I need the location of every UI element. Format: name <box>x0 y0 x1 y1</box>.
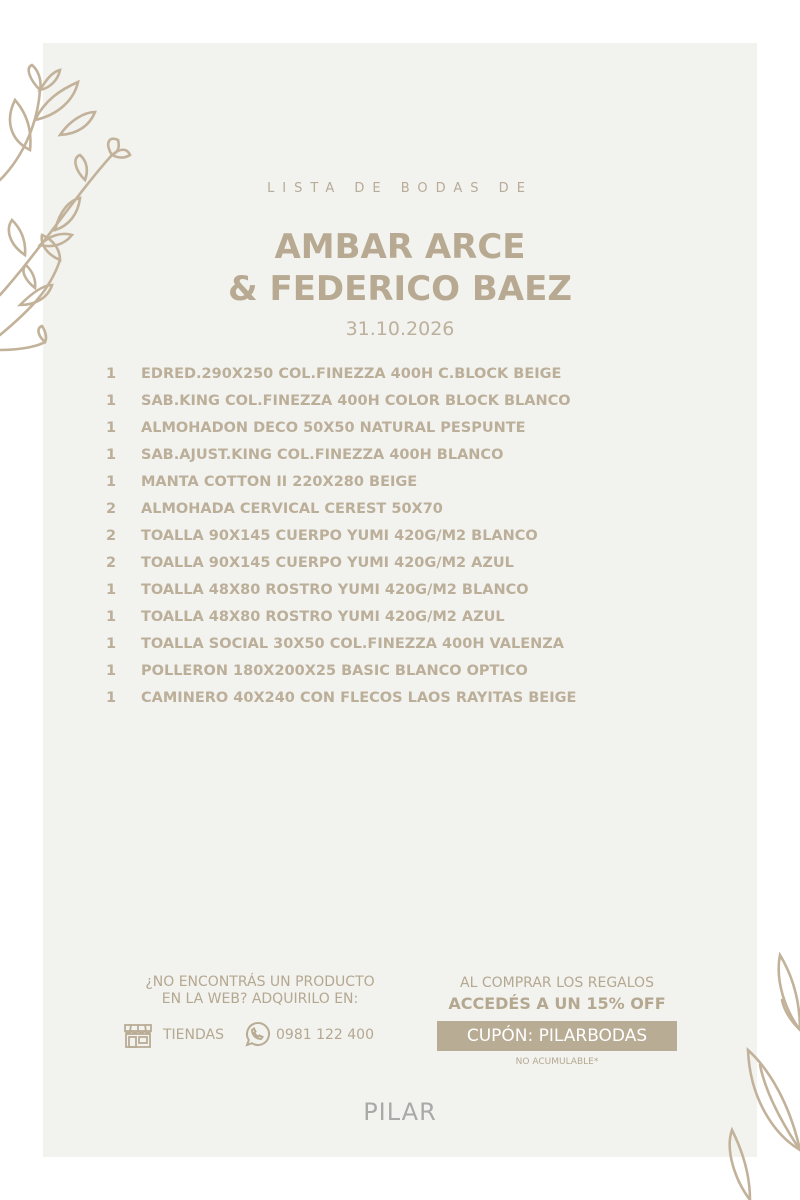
item-description: TOALLA 48X80 ROSTRO YUMI 420G/M2 BLANCO <box>141 582 529 598</box>
promo-block <box>437 974 677 1067</box>
list-item <box>106 687 706 714</box>
gift-list <box>106 363 706 714</box>
item-description: TOALLA 48X80 ROSTRO YUMI 420G/M2 AZUL <box>141 609 505 625</box>
whatsapp-icon <box>242 1021 270 1049</box>
coupon-badge: CUPÓN: PILARBODAS <box>437 1021 677 1051</box>
couple-name-line1: AMBAR ARCE <box>274 227 526 267</box>
promo-line2: ACCEDÉS A UN 15% OFF <box>448 994 666 1013</box>
list-item <box>106 579 706 606</box>
item-description: MANTA COTTON II 220X280 BEIGE <box>141 474 418 490</box>
item-quantity: 1 <box>106 474 117 490</box>
item-quantity: 1 <box>106 636 117 652</box>
list-item <box>106 552 706 579</box>
list-item <box>106 633 706 660</box>
list-item <box>106 525 706 552</box>
phone-link[interactable]: 0981 122 400 <box>276 1027 374 1043</box>
list-item <box>106 390 706 417</box>
list-item <box>106 471 706 498</box>
not-cumulative-note: NO ACUMULABLE* <box>515 1057 599 1067</box>
item-description: SAB.KING COL.FINEZZA 400H COLOR BLOCK BLANCO <box>141 393 571 409</box>
item-quantity: 2 <box>106 501 117 517</box>
item-quantity: 2 <box>106 555 117 571</box>
wedding-date: 31.10.2026 <box>345 318 455 340</box>
brand-logo: PILAR <box>363 1098 437 1126</box>
item-quantity: 1 <box>106 366 117 382</box>
item-description: ALMOHADON DECO 50X50 NATURAL PESPUNTE <box>141 420 526 436</box>
item-quantity: 2 <box>106 528 117 544</box>
list-item <box>106 444 706 471</box>
leaf-decoration-bottom-right-icon <box>720 950 800 1200</box>
item-description: TOALLA 90X145 CUERPO YUMI 420G/M2 BLANCO <box>141 528 538 544</box>
item-description: ALMOHADA CERVICAL CEREST 50X70 <box>141 501 443 517</box>
item-description: CAMINERO 40X240 CON FLECOS LAOS RAYITAS BEIGE <box>141 690 577 706</box>
item-description: EDRED.290X250 COL.FINEZZA 400H C.BLOCK BEIGE <box>141 366 562 382</box>
item-description: POLLERON 180X200X25 BASIC BLANCO OPTICO <box>141 663 528 679</box>
item-quantity: 1 <box>106 663 117 679</box>
item-quantity: 1 <box>106 420 117 436</box>
promo-line1: AL COMPRAR LOS REGALOS <box>460 975 654 991</box>
list-item <box>106 417 706 444</box>
not-found-notice <box>110 974 410 1008</box>
not-found-line2: EN LA WEB? ADQUIRILO EN: <box>161 991 359 1007</box>
not-found-line1: ¿NO ENCONTRÁS UN PRODUCTO <box>145 974 375 990</box>
contact-row <box>122 1020 374 1050</box>
item-description: SAB.AJUST.KING COL.FINEZZA 400H BLANCO <box>141 447 504 463</box>
list-item <box>106 498 706 525</box>
item-quantity: 1 <box>106 393 117 409</box>
list-item <box>106 660 706 687</box>
item-quantity: 1 <box>106 690 117 706</box>
item-description: TOALLA 90X145 CUERPO YUMI 420G/M2 AZUL <box>141 555 514 571</box>
store-icon <box>122 1021 154 1049</box>
item-quantity: 1 <box>106 582 117 598</box>
item-quantity: 1 <box>106 447 117 463</box>
stores-link[interactable]: TIENDAS <box>163 1027 224 1043</box>
couple-name-line2: & FEDERICO BAEZ <box>227 269 573 309</box>
item-description: TOALLA SOCIAL 30X50 COL.FINEZZA 400H VALENZA <box>141 636 564 652</box>
item-quantity: 1 <box>106 609 117 625</box>
subtitle: LISTA DE BODAS DE <box>267 181 533 196</box>
branch-decoration-top-left-icon <box>0 60 140 360</box>
list-item <box>106 363 706 390</box>
list-item <box>106 606 706 633</box>
